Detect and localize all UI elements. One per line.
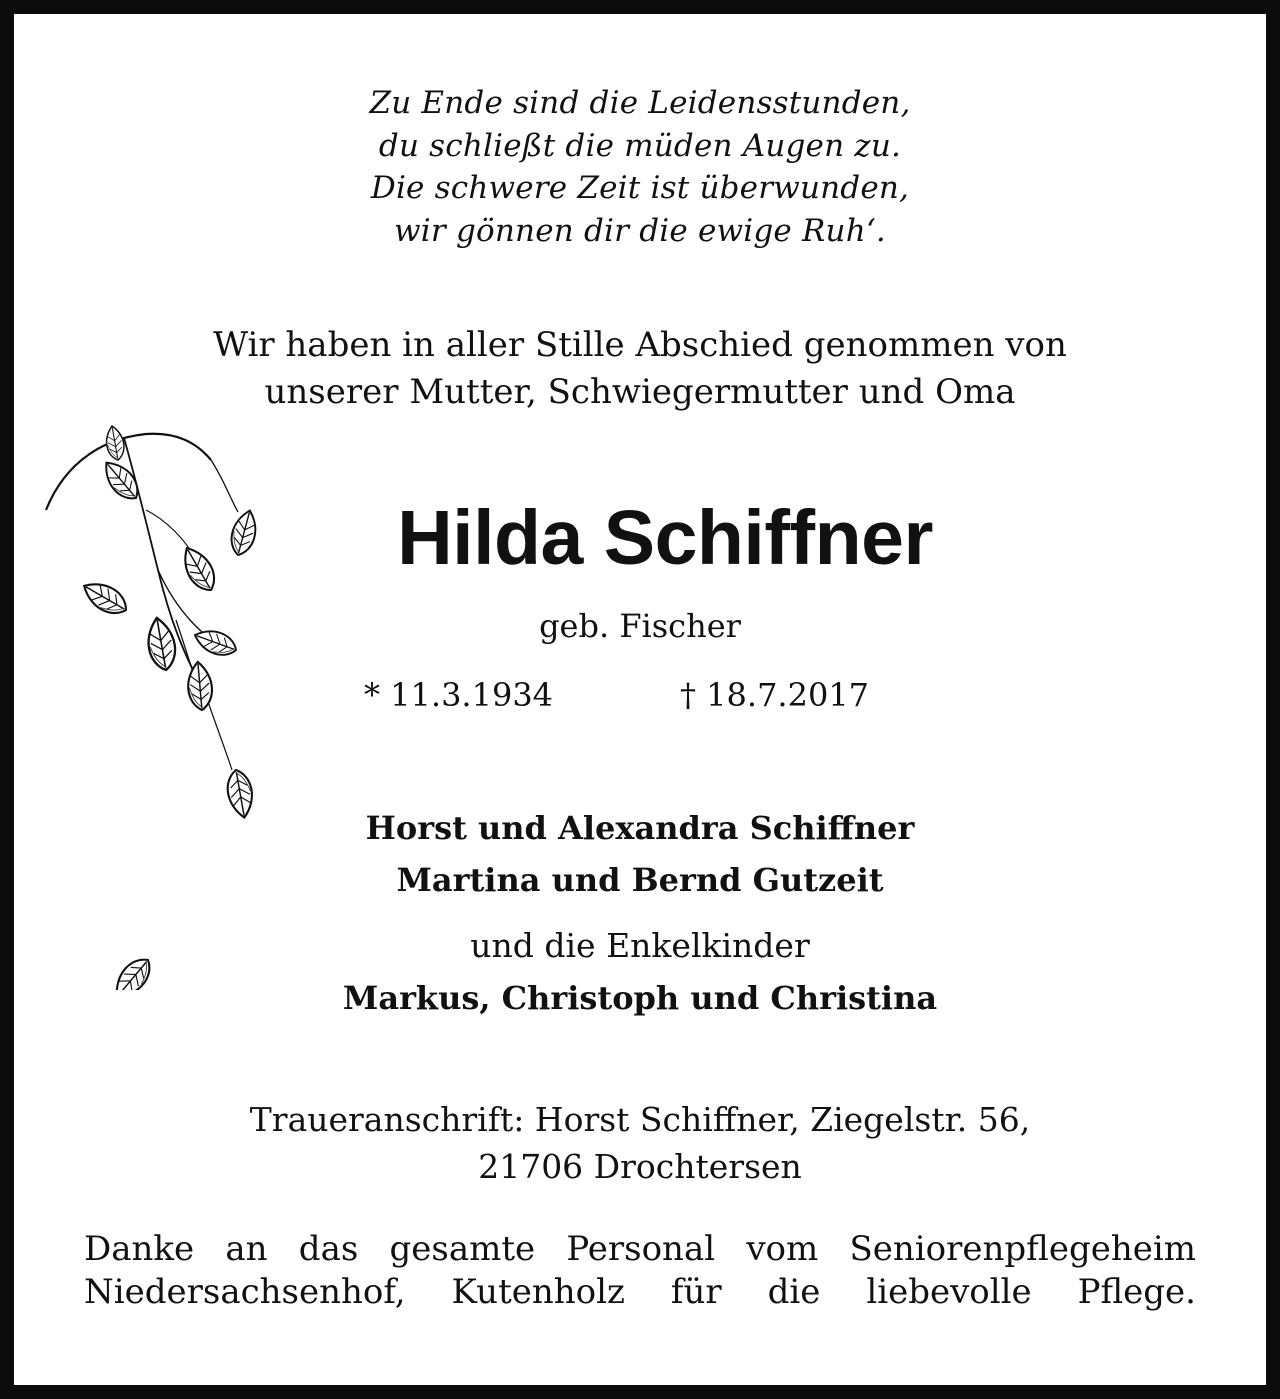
mourning-address — [0, 1096, 1280, 1190]
address-line: 21706 Drochtersen — [478, 1147, 802, 1186]
poem — [0, 82, 1280, 252]
intro-line: Wir haben in aller Stille Abschied genommen von — [213, 325, 1067, 365]
intro-line: unserer Mutter, Schwiegermutter und Oma — [264, 372, 1016, 412]
mourner-line: Markus, Christoph und Christina — [342, 979, 938, 1017]
mourner-line: und die Enkelkinder — [470, 926, 810, 965]
address-line: Traueranschrift: Horst Schiffner, Ziegelstr. 56, — [249, 1100, 1031, 1139]
thanks-line: Danke an das gesamte Personal vom Seniorenpflegeheim — [84, 1229, 1196, 1269]
poem-line: Die schwere Zeit ist überwunden, — [370, 170, 910, 206]
intro-text — [0, 322, 1280, 416]
death-date: † 18.7.2017 — [680, 676, 870, 714]
thanks-line: Niedersachsenhof, Kutenholz für die liebevolle Pflege. — [84, 1272, 1196, 1312]
mourner-line: Martina und Bernd Gutzeit — [396, 861, 884, 899]
maiden-name: geb. Fischer — [539, 607, 741, 645]
mourner-line: Horst und Alexandra Schiffner — [365, 809, 915, 847]
poem-line: du schließt die müden Augen zu. — [378, 127, 902, 164]
thanks-note — [84, 1228, 1196, 1314]
deceased-name: Hilda Schiffner — [397, 495, 933, 581]
birth-date: * 11.3.1934 — [364, 676, 554, 714]
poem-line: wir gönnen dir die ewige Ruh‘. — [394, 212, 886, 249]
poem-line: Zu Ende sind die Leidensstunden, — [369, 85, 911, 121]
